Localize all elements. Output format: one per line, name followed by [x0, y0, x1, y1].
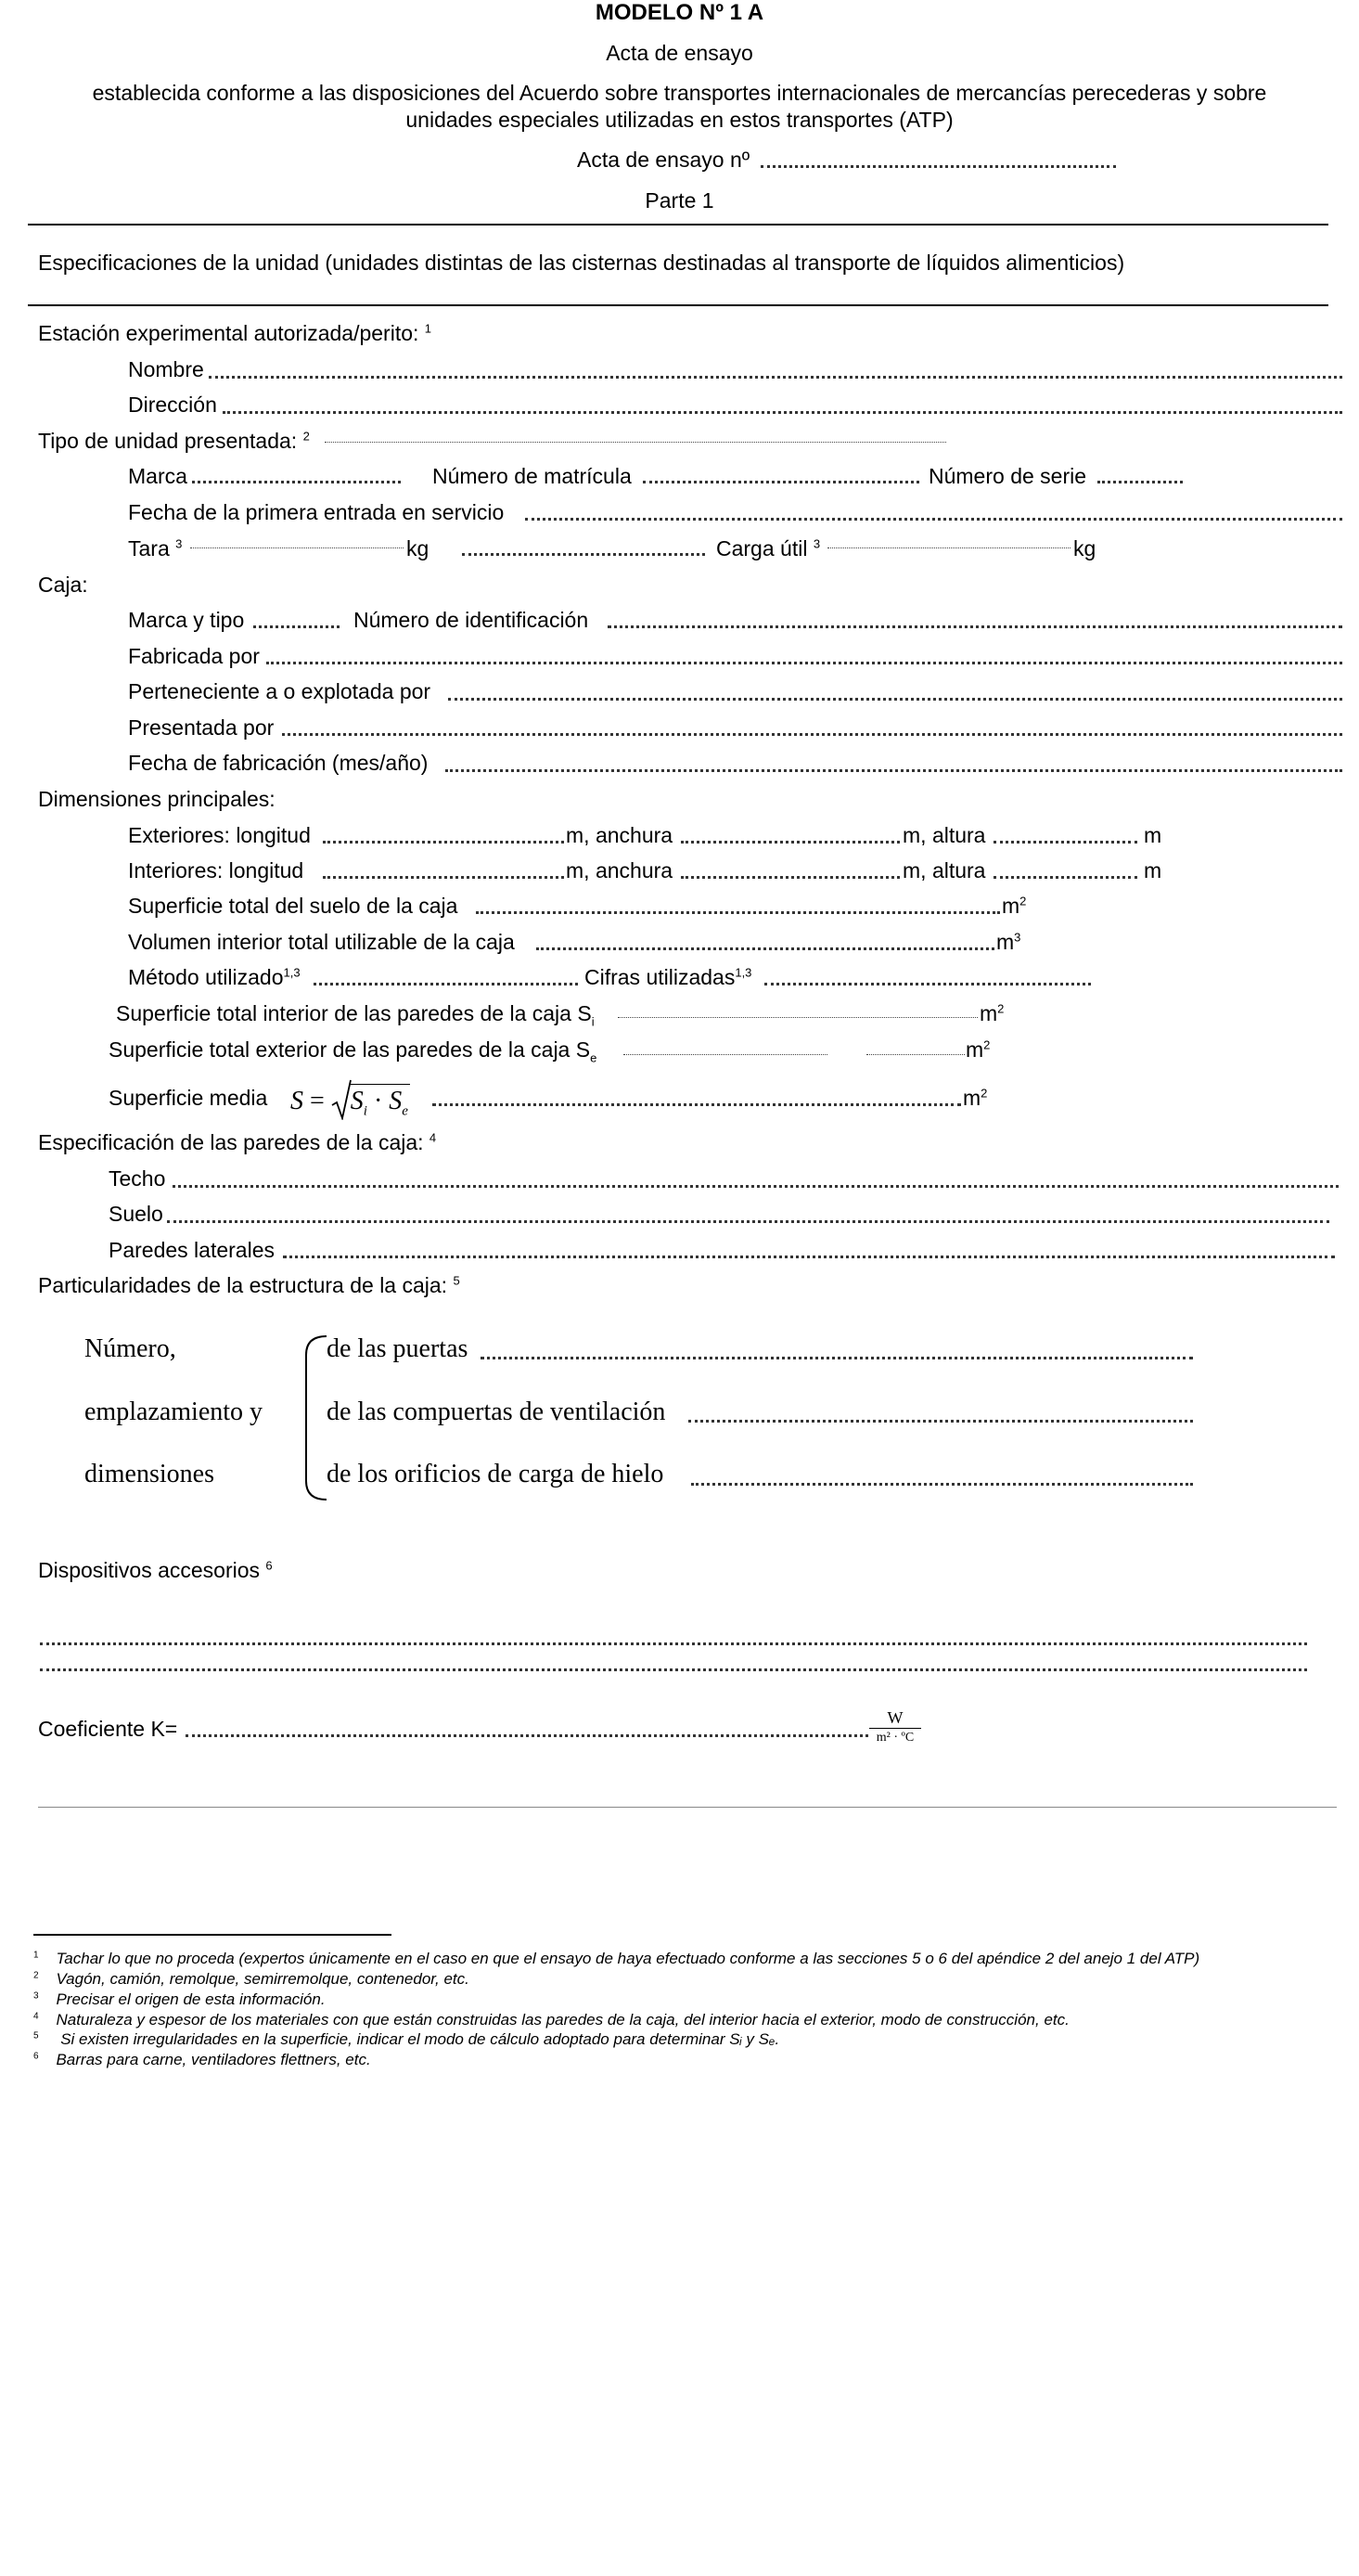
anchura-label: m, anchura [566, 823, 673, 847]
fabricada-label: Fabricada por [128, 644, 260, 668]
fecha-servicio-field[interactable] [525, 518, 1342, 521]
m2-unit: $m^2$ [963, 1086, 988, 1110]
carga-label: Carga útil $^3$ [716, 536, 821, 560]
si-field[interactable] [618, 1017, 978, 1018]
marca-label: Marca [128, 464, 187, 488]
int-length-field[interactable] [323, 876, 564, 879]
perteneciente-field[interactable] [448, 698, 1342, 701]
orificios-field[interactable] [691, 1483, 1193, 1486]
form-subtitle: Acta de ensayo [606, 41, 753, 65]
footnote-separator [33, 1934, 391, 1936]
divider [38, 1807, 1337, 1808]
suelo-field[interactable] [167, 1220, 1329, 1223]
meter-unit: m [1144, 858, 1162, 882]
volumen-field[interactable] [536, 947, 994, 950]
compuertas-field[interactable] [688, 1420, 1193, 1423]
brace-icon [297, 1334, 328, 1501]
suelo-label: Suelo [109, 1202, 163, 1226]
metodo-label: Método utilizado$^{1,3}$ [128, 965, 301, 989]
footnote-6: $^6$ Barras para carne, ventiladores flettners, etc. [33, 2051, 371, 2068]
meter-unit: m [1144, 823, 1162, 847]
unit-type-label: Tipo de unidad presentada: $^2$ [38, 429, 310, 453]
ext-length-field[interactable] [323, 841, 564, 844]
direccion-label: Dirección [128, 393, 217, 417]
puertas-label: de las puertas [327, 1334, 468, 1363]
laterales-label: Paredes laterales [109, 1238, 275, 1262]
direccion-field[interactable] [223, 411, 1342, 414]
exteriores-label: Exteriores: longitud [128, 823, 311, 847]
coefficient-field[interactable] [186, 1734, 868, 1737]
fecha-servicio-label: Fecha de la primera entrada en servicio [128, 500, 505, 524]
identificacion-label: Número de identificación [353, 608, 589, 632]
kg-unit: kg [1073, 536, 1096, 560]
tara-field[interactable] [190, 547, 404, 548]
altura-label: m, altura [903, 858, 986, 882]
ext-width-field[interactable] [681, 841, 900, 844]
nombre-field[interactable] [209, 376, 1342, 379]
footnote-5: $^5$ Si existen irregularidades en la superficie, indicar el modo de cálculo adoptado para determinar Sᵢ y Sₑ. [33, 2030, 780, 2048]
laterales-field[interactable] [283, 1256, 1335, 1258]
accessories-field-1[interactable] [40, 1642, 1307, 1645]
section-title: Especificaciones de la unidad (unidades distintas de las cisternas destinadas al transporte de líquidos alimenticios) [38, 251, 1125, 275]
fecha-fabricacion-label: Fecha de fabricación (mes/año) [128, 751, 429, 775]
dimensions-label: Dimensiones principales: [38, 787, 276, 811]
m3-unit: $m^3$ [996, 930, 1021, 954]
m2-unit: $m^2$ [966, 1037, 991, 1062]
serie-field[interactable] [1097, 481, 1183, 483]
part-label: Parte 1 [645, 188, 714, 213]
media-label: Superficie media [109, 1086, 268, 1110]
orificios-label: de los orificios de carga de hielo [327, 1460, 664, 1488]
matricula-label: Número de matrícula [432, 464, 632, 488]
identificacion-field[interactable] [608, 625, 1342, 628]
structure-left-line-2: emplazamiento y [84, 1397, 263, 1426]
cifras-label: Cifras utilizadas$^{1,3}$ [584, 965, 752, 989]
nombre-label: Nombre [128, 357, 204, 381]
marca-tipo-label: Marca y tipo [128, 608, 245, 632]
station-label: Estación experimental autorizada/perito: $^1$ [38, 321, 432, 345]
volumen-label: Volumen interior total utilizable de la caja [128, 930, 515, 954]
form-title: MODELO Nº 1 A [595, 0, 764, 25]
marca-tipo-field[interactable] [253, 625, 340, 628]
intro-line-1: establecida conforme a las disposiciones del Acuerdo sobre transportes internacionales de mercancías perecederas y sobre [92, 81, 1267, 105]
si-label: Superficie total interior de las paredes de la caja $S_i$ [116, 1001, 595, 1029]
fabricada-field[interactable] [266, 662, 1342, 664]
fecha-fabricacion-field[interactable] [445, 769, 1342, 772]
metodo-field[interactable] [314, 983, 578, 985]
divider [28, 224, 1328, 225]
presentada-label: Presentada por [128, 715, 275, 740]
walls-label: Especificación de las paredes de la caja: $^4$ [38, 1130, 437, 1154]
int-height-field[interactable] [994, 876, 1137, 879]
m2-unit: $m^2$ [1002, 894, 1027, 918]
puertas-field[interactable] [481, 1357, 1193, 1359]
m2-unit: $m^2$ [980, 1001, 1005, 1025]
matricula-field[interactable] [643, 481, 919, 483]
acta-number-label: Acta de ensayo nº [577, 148, 750, 172]
se-field-2[interactable] [866, 1054, 965, 1055]
mean-area-formula: $S = S_i \cdot S_e$ [290, 1079, 410, 1120]
footnote-1: $^1$ Tachar lo que no proceda (expertos únicamente en el caso en que el ensayo de haya efectuado conforme a las secciones 5 o 6 del apéndice 2 del anejo 1 del ATP) [33, 1950, 1200, 1967]
footnote-2: $^2$ Vagón, camión, remolque, semirremolque, contenedor, etc. [33, 1970, 469, 1988]
divider [28, 304, 1328, 306]
unit-type-field[interactable] [325, 442, 946, 443]
techo-field[interactable] [173, 1185, 1339, 1188]
serie-label: Número de serie [929, 464, 1087, 488]
carga-prefix-field[interactable] [462, 553, 705, 556]
carga-field[interactable] [827, 547, 1071, 548]
altura-label: m, altura [903, 823, 986, 847]
accessories-field-2[interactable] [40, 1668, 1307, 1671]
footnote-4: $^4$ Naturaleza y espesor de los materiales con que están construidas las paredes de la caja, del interior hacia el exterior, modo de construcción, etc. [33, 2011, 1070, 2029]
caja-label: Caja: [38, 573, 88, 597]
marca-field[interactable] [192, 481, 401, 483]
structure-left-line-1: Número, [84, 1334, 176, 1363]
intro-line-2: unidades especiales utilizadas en estos transportes (ATP) [405, 108, 954, 132]
presentada-field[interactable] [282, 733, 1342, 736]
accessories-label: Dispositivos accesorios $^6$ [38, 1558, 273, 1582]
footnote-3: $^3$ Precisar el origen de esta información. [33, 1990, 326, 2008]
tara-label: Tara $^3$ [128, 536, 183, 560]
techo-label: Techo [109, 1166, 166, 1191]
compuertas-label: de las compuertas de ventilación [327, 1397, 666, 1426]
se-field[interactable] [623, 1054, 827, 1055]
cifras-field[interactable] [764, 983, 1091, 985]
coefficient-label: Coeficiente K= [38, 1717, 178, 1741]
suelo-area-label: Superficie total del suelo de la caja [128, 894, 458, 918]
structure-left-line-3: dimensiones [84, 1460, 214, 1488]
coefficient-unit: W m² · ºC [869, 1709, 921, 1745]
ext-height-field[interactable] [994, 841, 1137, 844]
se-label: Superficie total exterior de las paredes de la caja $S_e$ [109, 1037, 597, 1065]
perteneciente-label: Perteneciente a o explotada por [128, 679, 431, 703]
media-field[interactable] [432, 1103, 961, 1106]
acta-number-field[interactable] [761, 165, 1116, 168]
suelo-area-field[interactable] [476, 911, 1000, 914]
kg-unit: kg [406, 536, 429, 560]
int-width-field[interactable] [681, 876, 900, 879]
structure-label: Particularidades de la estructura de la caja: $^5$ [38, 1273, 460, 1297]
anchura-label: m, anchura [566, 858, 673, 882]
interiores-label: Interiores: longitud [128, 858, 304, 882]
